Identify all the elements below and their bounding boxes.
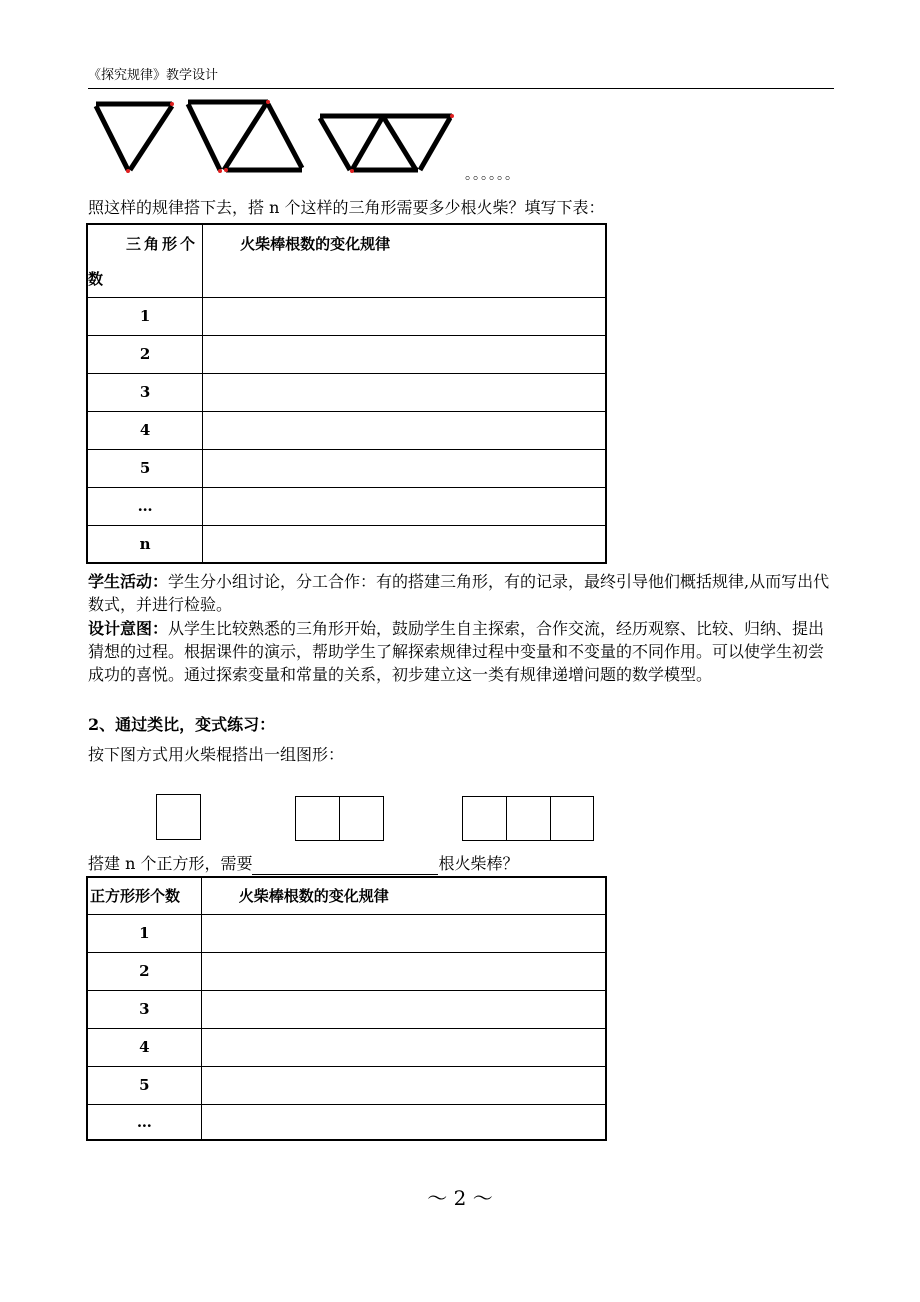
square-shape <box>551 797 594 841</box>
square-shape <box>507 797 551 841</box>
answer-cell[interactable] <box>203 297 606 335</box>
table-row: 1 <box>87 914 606 952</box>
matchstick <box>420 118 450 170</box>
triangle-table <box>86 223 607 564</box>
table-header-rule: 火柴棒根数的变化规律 <box>201 877 606 914</box>
ellipsis-dots: 。。。。。。 <box>465 167 520 183</box>
matchstick <box>320 118 350 170</box>
table-row: 5 <box>87 449 606 487</box>
answer-cell[interactable] <box>201 952 606 990</box>
answer-cell[interactable] <box>203 411 606 449</box>
matchstick <box>96 106 128 170</box>
answer-cell[interactable] <box>203 487 606 525</box>
table-header-count: 三角形个 数 <box>87 224 203 297</box>
answer-cell[interactable] <box>201 990 606 1028</box>
table-row: 2 <box>87 335 606 373</box>
table-row: … <box>87 1104 606 1140</box>
table-row: 3 <box>87 373 606 411</box>
answer-cell[interactable] <box>201 1066 606 1104</box>
header-divider <box>88 88 834 89</box>
matchstick <box>352 118 382 170</box>
matchstick-squares-figure <box>150 790 600 844</box>
square-table <box>86 876 607 1141</box>
table-row: 1 <box>87 297 606 335</box>
square-shape <box>296 797 340 841</box>
matchstick <box>130 106 172 170</box>
matchstick <box>224 104 266 170</box>
answer-cell[interactable] <box>201 1028 606 1066</box>
answer-cell[interactable] <box>201 914 606 952</box>
table-header-count: 正方形形个数 <box>87 877 201 914</box>
answer-cell[interactable] <box>203 335 606 373</box>
answer-blank[interactable] <box>252 857 438 875</box>
table-row: … <box>87 487 606 525</box>
square-shape <box>157 795 201 840</box>
matchstick-triangles-figure <box>88 94 468 180</box>
matchstick <box>268 104 302 168</box>
table-row: 2 <box>87 952 606 990</box>
intro-question: 照这样的规律搭下去，搭 n 个这样的三角形需要多少根火柴？填写下表： <box>88 198 605 217</box>
answer-cell[interactable] <box>203 449 606 487</box>
answer-cell[interactable] <box>201 1104 606 1140</box>
table-row: 5 <box>87 1066 606 1104</box>
instruction-text: 按下图方式用火柴棍搭出一组图形： <box>88 745 345 764</box>
square-shape <box>340 797 384 841</box>
answer-cell[interactable] <box>203 373 606 411</box>
table-header-rule: 火柴棒根数的变化规律 <box>203 224 606 297</box>
table-row: 3 <box>87 990 606 1028</box>
page-number: ～ 2 ～ <box>427 1186 493 1210</box>
fill-blank-question: 搭建 n 个正方形，需要 根火柴棒？ <box>88 854 519 873</box>
answer-cell[interactable] <box>203 525 606 563</box>
matchstick <box>188 104 220 170</box>
table-row: 4 <box>87 411 606 449</box>
design-intent: 设计意图：从学生比较熟悉的三角形开始，鼓励学生自主探索，合作交流，经历观察、比较、归纳、提出猜想的过程。根据课件的演示，帮助学生了解探索规律过程中变量和不变量的不同作用。可以使学生初尝成功的喜悦。通过探索变量和常量的关系，初步建立这一类有规律递增问题的数学模型。 <box>88 619 825 684</box>
square-shape <box>463 797 507 841</box>
matchstick <box>384 118 416 170</box>
page-header: 《探究规律》教学设计 <box>88 68 219 83</box>
section-heading: 2、通过类比，变式练习： <box>88 715 276 734</box>
student-activity: 学生活动：学生分小组讨论，分工合作：有的搭建三角形，有的记录，最终引导他们概括规律,从而写出代数式，并进行检验。 <box>88 572 830 614</box>
table-row: 4 <box>87 1028 606 1066</box>
table-row: n <box>87 525 606 563</box>
